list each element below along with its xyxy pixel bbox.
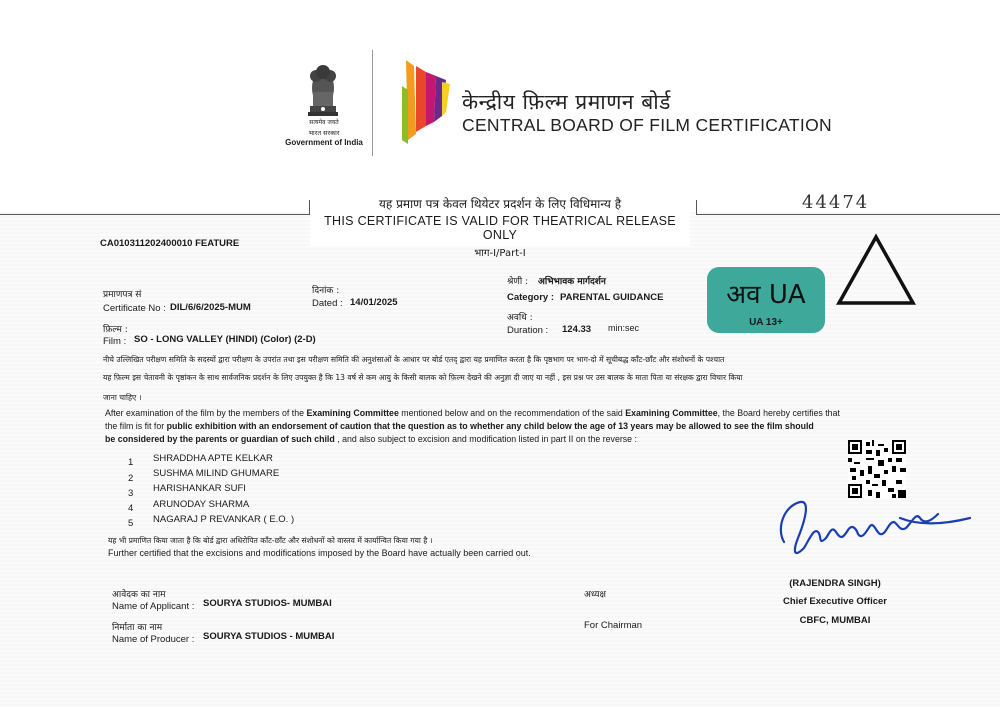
date-value: 14/01/2025 [350,297,398,308]
applicant-label: Name of Applicant : [112,601,195,612]
producer-label-hindi: निर्माता का नाम [112,623,163,633]
band-line-left [0,214,310,215]
member-name: SHRADDHA APTE KELKAR [153,453,273,464]
emblem-motto: सत्यमेव जयते [309,119,339,126]
rating-sub: UA 13+ [749,317,783,328]
body-en-1d: Examining Committee [625,408,718,418]
signatory-title: Chief Executive Officer [782,596,887,607]
body-en-1b: Examining Committee [306,408,399,418]
for-chairman-label: For Chairman [584,620,643,631]
member-number: 2 [128,473,134,484]
duration-label: Duration : [507,325,549,336]
member-name: HARISHANKAR SUFI [153,483,246,494]
film-label: Film : [103,336,127,347]
serial-number: 44474 [802,192,870,213]
list-item [153,514,294,525]
list-item [153,483,246,494]
date-label: Dated : [312,298,343,309]
further-english: Further certified that the excisions and modifications imposed by the Board have actually been carried out. [108,548,531,558]
film-title: SO - LONG VALLEY (HINDI) (Color) (2-D) [134,334,316,345]
triangle-symbol-icon [835,233,917,307]
producer-value: SOURYA STUDIOS - MUMBAI [203,631,335,642]
list-item [153,453,273,464]
rating-badge-text: अव UA [726,280,806,310]
list-item [153,468,279,479]
body-english-line-3 [105,432,637,447]
band-tick-right [696,200,697,214]
signature [770,488,980,568]
cert-no-value: DIL/6/6/2025-MUM [170,302,251,313]
notice-hindi: यह प्रमाण पत्र केवल थियेटर प्रदर्शन के लिए विधिमान्य है [378,197,622,211]
chairman-label-hindi: अध्यक्ष [584,590,606,600]
date-label-hindi: दिनांक : [312,286,340,296]
cbfc-logo-icon [398,56,454,148]
validity-notice [310,192,690,259]
cert-no-label-hindi: प्रमाणपत्र सं [103,290,142,300]
header-divider [372,50,373,156]
film-label-hindi: फ़िल्म : [103,325,128,335]
category-value-hindi: अभिभावक मार्गदर्शन [538,277,606,287]
cert-no-label: Certificate No : [103,303,166,314]
applicant-label-hindi: आवेदक का नाम [112,590,166,600]
government-caption [284,118,364,148]
member-number: 4 [128,503,134,514]
body-hindi-line-2: यह फ़िल्म इस चेतावनी के पृष्ठांकन के साथ सार्वजनिक प्रदर्शन के लिए उपयुक्त है कि 13 वर्ष से कम आयु के किसी बालक को फ़िल्म देखने की अनुज्ञा दी जाए या नहीं , इस प्रश्न पर उस बालक के माता पिता या संरक्षक द्वारा विचार किया [103,373,743,382]
further-hindi: यह भी प्रमाणित किया जाता है कि बोर्ड द्वारा अधिरोपित काँट-छाँट और संशोधनों को वास्तव में कार्यान्वित किया गया है । [108,536,433,545]
gov-english: Government of India [285,138,363,147]
list-item [128,457,133,468]
producer-label: Name of Producer : [112,634,195,645]
reference-code: CA010311202400010 FEATURE [100,238,240,249]
body-en-1c: mentioned below and on the recommendation of the said [398,408,626,418]
band-line-right [696,214,1000,215]
category-label: Category : [507,292,554,303]
body-en-3a: be considered by the parents or guardian of such child [105,434,335,444]
body-en-2b: public exhibition with an endorsement of caution that the question as to whether any child below the age of 13 years may be allowed to see the film should [166,421,814,431]
duration-value: 124.33 [562,324,592,335]
body-en-2a: the film is fit for [105,421,167,431]
list-item [128,503,133,514]
applicant-value: SOURYA STUDIOS- MUMBAI [203,598,332,609]
duration-label-hindi: अवधि : [507,313,533,323]
member-name: NAGARAJ P REVANKAR ( E.O. ) [153,514,295,525]
list-item [153,499,249,510]
member-number: 3 [128,488,134,499]
member-name: ARUNODAY SHARMA [153,499,250,510]
signatory-org: CBFC, MUMBAI [799,615,871,626]
body-en-3b: , and also subject to excision and modification listed in part II on the reverse : [334,434,637,444]
body-hindi-line-1: नीचे उल्लिखित परीक्षण समिति के सदस्यों द्वारा परीक्षण के उपरांत तथा इस परीक्षण समिति की अनुशंसाओं के आधार पर बोर्ड एतद् द्वारा यह प्रमाणित करता है कि पृष्ठभाग पर भाग-दो में सूचीबद्ध काँट-छाँट और संशोधनों के पश्चात [103,355,725,364]
notice-english: THIS CERTIFICATE IS VALID FOR THEATRICAL RELEASE ONLY [324,214,676,242]
category-value: PARENTAL GUIDANCE [560,292,664,303]
body-en-1a: After examination of the film by the members of the [105,408,307,418]
board-title-english: CENTRAL BOARD OF FILM CERTIFICATION [462,115,832,135]
list-item [128,518,133,529]
duration-unit: min:sec [608,323,640,333]
board-title-hindi: केन्द्रीय फ़िल्म प्रमाणन बोर्ड [462,90,671,114]
body-en-1e: , the Board hereby certifies that [717,408,840,418]
body-hindi-line-3: जाना चाहिए । [103,393,142,402]
signatory-name: (RAJENDRA SINGH) [789,578,881,589]
category-label-hindi: श्रेणी : [507,277,529,287]
notice-part: भाग-I/Part-I [474,248,526,259]
member-number: 5 [128,518,134,529]
member-name: SUSHMA MILIND GHUMARE [153,468,280,479]
gov-hindi: भारत सरकार [308,129,340,137]
list-item [128,488,133,499]
member-number: 1 [128,457,134,468]
list-item [128,473,133,484]
